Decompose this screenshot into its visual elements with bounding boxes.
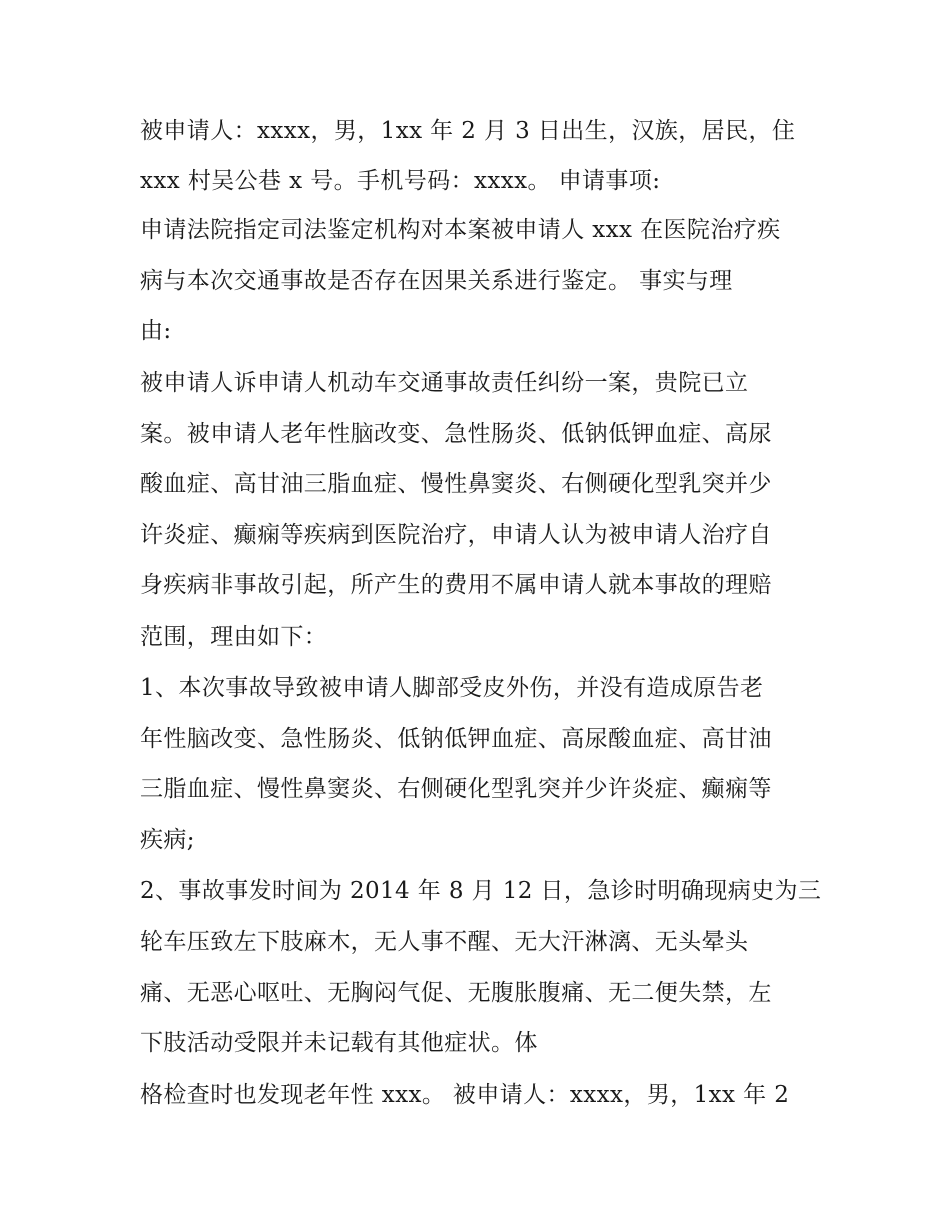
text-line: 案。被申请人老年性脑改变、急性肠炎、低钠低钾血症、高尿 xyxy=(140,421,772,447)
text-line: 下肢活动受限并未记载有其他症状。体 xyxy=(140,1030,538,1056)
text-line: 被申请人诉申请人机动车交通事故责任纠纷一案，贵院已立 xyxy=(140,370,749,396)
text-line: 许炎症、癫痫等疾病到医院治疗，申请人认为被申请人治疗自 xyxy=(140,522,772,548)
text-line: 由: xyxy=(140,318,172,344)
text-line: 三脂血症、慢性鼻窦炎、右侧硬化型乳突并少许炎症、癫痫等 xyxy=(140,776,772,802)
text-line: 2、事故事发时间为 2014 年 8 月 12 日，急诊时明确现病史为三 xyxy=(140,878,822,904)
text-line: 病与本次交通事故是否存在因果关系进行鉴定。 事实与理 xyxy=(140,268,733,294)
text-line: 痛、无恶心呕吐、无胸闷气促、无腹胀腹痛、无二便失禁，左 xyxy=(140,980,772,1006)
text-line: 被申请人：xxxx，男，1xx 年 2 月 3 日出生，汉族，居民，住 xyxy=(140,118,796,144)
text-line: 申请法院指定司法鉴定机构对本案被申请人 xxx 在医院治疗疾 xyxy=(140,217,781,243)
text-line: 身疾病非事故引起，所产生的费用不属申请人就本事故的理赔 xyxy=(140,572,772,598)
text-line: 酸血症、高甘油三脂血症、慢性鼻窦炎、右侧硬化型乳突并少 xyxy=(140,471,772,497)
text-line: 格检查时也发现老年性 xxx。 被申请人：xxxx，男，1xx 年 2 xyxy=(140,1082,790,1108)
text-line: 轮车压致左下肢麻木，无人事不醒、无大汗淋漓、无头晕头 xyxy=(140,929,749,955)
text-line: xxx 村吴公巷 x 号。手机号码：xxxx。 申请事项: xyxy=(140,168,661,194)
text-line: 范围，理由如下： xyxy=(140,624,328,650)
text-line: 1、本次事故导致被申请人脚部受皮外伤，并没有造成原告老 xyxy=(140,675,764,701)
text-line: 疾病; xyxy=(140,827,195,853)
text-line: 年性脑改变、急性肠炎、低钠低钾血症、高尿酸血症、高甘油 xyxy=(140,726,772,752)
